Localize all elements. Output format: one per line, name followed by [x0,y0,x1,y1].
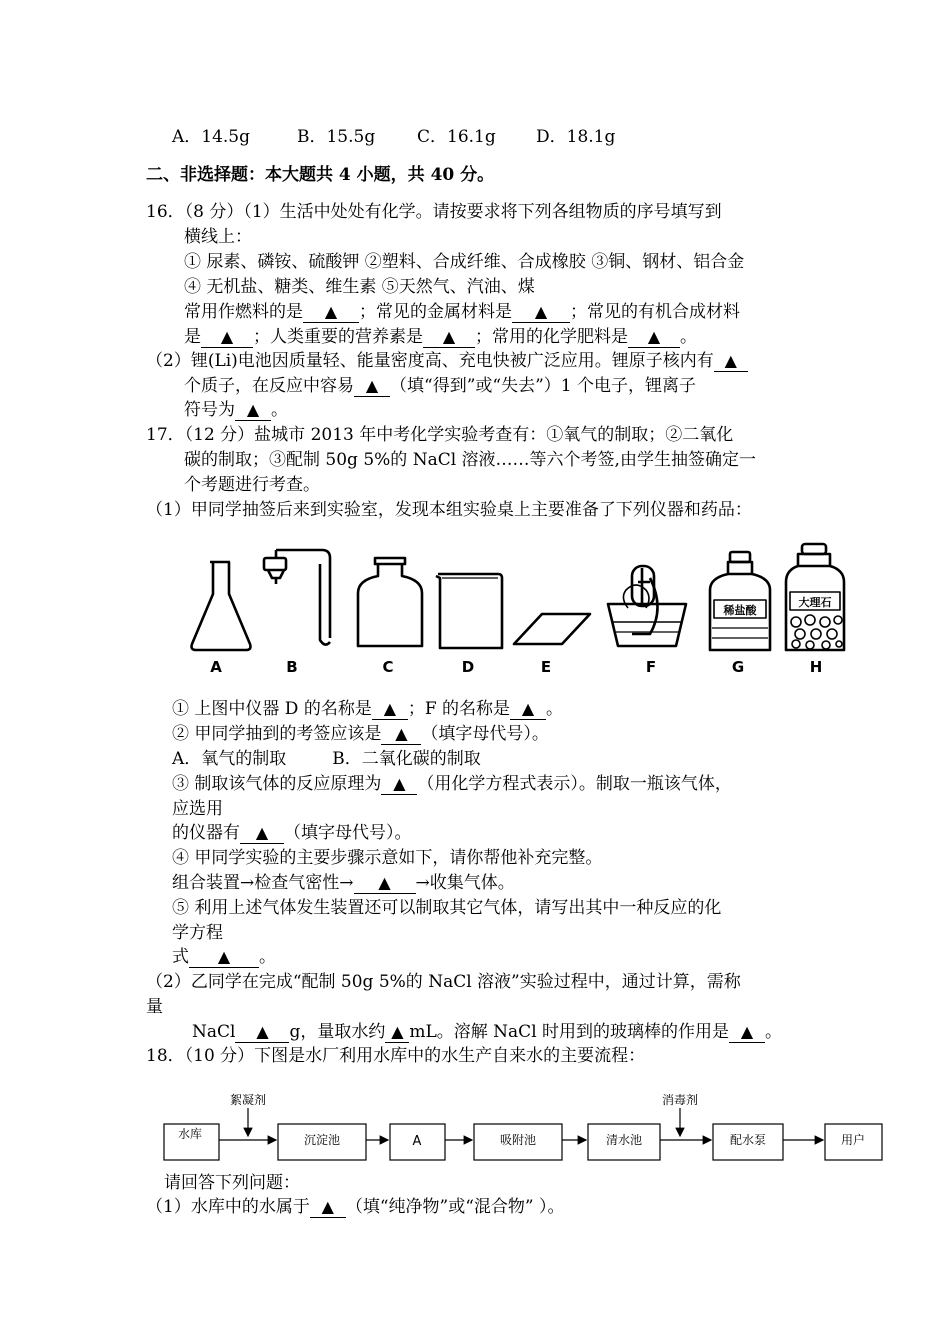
q17-text: NaCl [192,1022,236,1042]
beaker-icon [436,574,502,648]
q17-sub-5c [172,946,276,968]
q16-text: ；常见的有机合成材料 [570,302,740,322]
q16-text: 是 [184,327,201,347]
q17-part-2: （2）乙同学在完成“配制 50g 5%的 NaCl 溶液”实验过程中，通过计算，需称 [146,972,741,992]
q17-sub-5: ⑤ 利用上述气体发生装置还可以制取其它气体，请写出其中一种反应的化 [172,898,722,918]
q18-line-3 [146,1196,565,1218]
label-g: G [731,658,745,676]
q17-text: →收集气体。 [415,873,515,893]
option-d: D．18.1g [536,127,616,147]
answer-blank[interactable] [385,1022,409,1043]
q17-sub-4b [172,872,515,894]
answer-blank[interactable] [310,1197,346,1218]
q17-text: 。 [546,699,564,719]
answer-blank[interactable] [423,327,475,348]
option-c: C．16.1g [417,127,496,147]
water-process-flowchart [160,1088,890,1168]
label-d: D [461,658,475,676]
q16-text: （2）锂(Li)电池因质量轻、能量密度高、充电快被广泛应用。锂原子核内有 [146,351,714,371]
option-oxygen: A．氧气的制取 [172,749,287,769]
flow-label: 水库 [178,1127,203,1141]
q17-line-3: 个考题进行考查。 [184,475,320,495]
q16-text: 。 [271,400,288,420]
q18-text: （填“纯净物”或“混合物” ）。 [345,1197,565,1217]
q16-text: 符号为 [184,400,235,420]
q16-text: ；常用的化学肥料是 [475,327,628,347]
q18-line-2: 请回答下列问题： [164,1173,300,1193]
additive-label-1: 絮凝剂 [229,1093,267,1107]
label-h: H [809,658,823,676]
q17-line-2: 碳的制取；③配制 50g 5%的 NaCl 溶液……等六个考签,由学生抽签确定一 [184,450,756,470]
q17-line-1: 17．（12 分）盐城市 2013 年中考化学实验考查有：①氧气的制取；②二氧化 [146,425,734,445]
flow-label: 清水池 [605,1133,643,1147]
answer-blank[interactable] [235,1022,289,1043]
q16-text: 常用作燃料的是 [184,302,303,322]
apparatus-figure [180,538,860,683]
q16-text: （填“得到”或“失去”）1 个电子，锂离子 [390,376,696,396]
conical-flask-icon [192,562,251,650]
q17-sub-4: ④ 甲同学实验的主要步骤示意如下，请你帮他补充完整。 [172,848,603,868]
q17-sub-3c [172,822,412,844]
glass-plate-icon [514,614,590,644]
label-b: B [286,658,298,676]
answer-blank[interactable] [510,699,546,720]
q17-sub-2 [172,723,549,745]
q17-sub-3b: 应选用 [172,799,223,819]
q17-text: mL。溶解 NaCl 时用到的玻璃棒的作用是 [409,1022,730,1042]
q16-line-9 [184,399,288,421]
q17-sub-3 [172,773,732,795]
q18-text: （1）水库中的水属于 [146,1197,310,1217]
answer-blank[interactable] [381,724,421,745]
label-f: F [645,658,657,676]
q17-text: ③ 制取该气体的反应原理为 [172,774,382,794]
answer-blank[interactable] [729,1022,765,1043]
option-a: A．14.5g [172,127,251,147]
q18-line-1: 18．（10 分）下图是水厂利用水库中的水生产自来水的主要流程： [146,1046,646,1066]
q16-text: 。 [680,327,697,347]
q17-text: ② 甲同学抽到的考签应该是 [172,724,382,744]
option-b: B．15.5g [297,127,376,147]
label-c: C [382,658,394,676]
answer-blank[interactable] [354,376,390,397]
q17-text: ① 上图中仪器 D 的名称是 [172,699,372,719]
q16-line-6 [184,326,697,348]
q17-sub-1 [172,698,563,720]
label-a: A [210,658,222,676]
q17-text: 。 [765,1022,783,1042]
answer-blank[interactable] [189,947,259,968]
flow-label: 配水泵 [729,1133,767,1147]
q17-text: g，量取水约 [289,1022,386,1042]
bottle-label-g: 稀盐酸 [723,604,757,617]
q17-text: 组合装置→检查气密性→ [172,873,354,893]
q17-text: 的仪器有 [172,823,240,843]
acid-bottle-icon [710,552,770,650]
q16-text: ；人类重要的营养素是 [253,327,423,347]
q17-line-4: （1）甲同学抽签后来到实验室，发现本组实验桌上主要准备了下列仪器和药品： [146,500,752,520]
q16-text: ；常见的金属材料是 [359,302,512,322]
q16-text: 个质子，在反应中容易 [184,376,354,396]
flow-label: 吸附池 [499,1133,537,1147]
q17-text: （填字母代号）。 [284,823,412,843]
option-co2: B．二氧化碳的制取 [332,749,481,769]
flow-label: A [412,1134,422,1149]
label-e: E [540,658,552,676]
q16-line-7 [146,350,748,372]
q17-sub-5b: 学方程 [172,923,223,943]
bottle-label-h: 大理石 [798,596,832,609]
q16-line-1: 16．（8 分）（1）生活中处处有化学。请按要求将下列各组物质的序号填写到 [146,202,722,222]
answer-blank[interactable] [714,351,748,372]
q17-sub-2-options [172,748,481,770]
q16-line-3: ① 尿素、磷铵、硫酸钾 ②塑料、合成纤维、合成橡胶 ③铜、钢材、铝合金 [184,252,745,272]
answer-blank[interactable] [372,699,408,720]
q16-line-2: 横线上： [184,227,252,247]
answer-blank[interactable] [303,302,359,323]
answer-blank[interactable] [201,327,253,348]
q17-text: 式 [172,947,189,967]
answer-blank[interactable] [381,774,417,795]
flow-label: 用户 [840,1133,866,1147]
answer-blank[interactable] [235,400,271,421]
q17-text: 。 [259,947,276,967]
answer-blank[interactable] [354,873,416,894]
delivery-tube-icon [264,550,330,645]
additive-label-2: 消毒剂 [661,1093,699,1107]
flow-label: 沉淀池 [303,1133,341,1147]
q16-line-5 [184,301,740,323]
gas-jar-icon [358,558,422,646]
q17-part-2b: 量 [146,997,163,1017]
q17-part-2c [192,1021,782,1043]
answer-blank[interactable] [512,302,570,323]
answer-blank[interactable] [628,327,680,348]
q17-text: （填字母代号）。 [421,724,549,744]
q17-text: ；F 的名称是 [407,699,511,719]
section-header: 二、非选择题：本大题共 4 小题，共 40 分。 [146,165,495,185]
water-trough-icon [608,566,686,646]
q17-text: （用化学方程式表示）。制取一瓶该气体， [417,774,732,794]
q16-line-8 [184,375,696,397]
answer-blank[interactable] [240,823,284,844]
q16-line-4: ④ 无机盐、糖类、维生素 ⑤天然气、汽油、煤 [184,277,535,297]
